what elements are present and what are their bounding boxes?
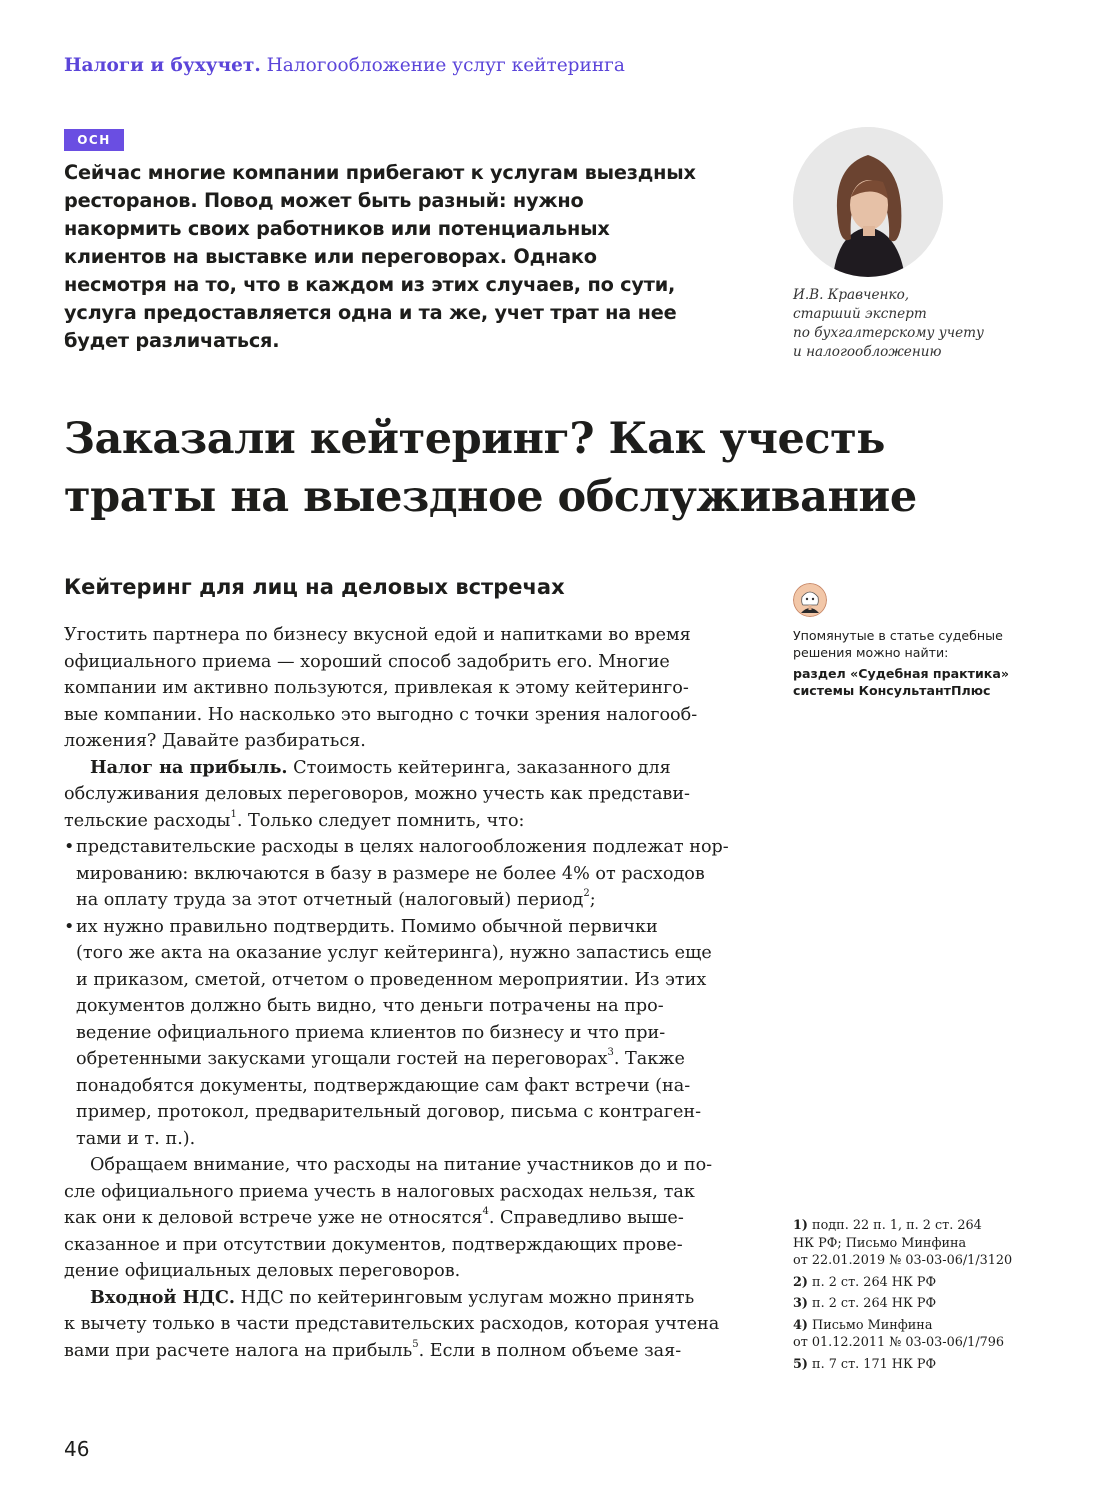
body-line: пример, протокол, предварительный договор, письма с контраген-: [76, 1102, 702, 1122]
subheading-input-vat: Входной НДС.: [90, 1286, 236, 1308]
body-line: на оплату труда за этот отчетный (налоговый) период$^2$;: [76, 888, 596, 910]
running-header-section: Налоги и бухучет.: [64, 55, 261, 76]
side-note-line: системы КонсультантПлюс: [793, 683, 991, 698]
body-line: понадобятся документы, подтверждающие сам факт встречи (на-: [76, 1075, 691, 1096]
body-line: обслуживания деловых переговоров, можно учесть как представи-: [64, 784, 691, 804]
section-heading: Кейтеринг для лиц на деловых встречах: [64, 575, 565, 599]
body-line: и приказом, сметой, отчетом о проведенном мероприятии. Из этих: [76, 969, 707, 990]
author-photo: [793, 127, 943, 277]
side-note-line: решения можно найти:: [793, 645, 949, 660]
body-line: вами при расчете налога на прибыль$^5$. Если в полном объеме зая-: [64, 1338, 682, 1361]
page-number: 46: [64, 1437, 90, 1461]
body-line: Налог на прибыль. Стоимость кейтеринга, заказанного для: [90, 756, 671, 778]
bullet-item: • представительские расходы в целях налогообложения подлежат нор-: [64, 834, 754, 861]
footnote-ref: 2: [583, 888, 590, 900]
body-line: Обращаем внимание, что расходы на питание участников до и по-: [90, 1155, 713, 1175]
author-line: и налогообложению: [793, 344, 942, 360]
body-line: как они к деловой встрече уже не относятся$^4$. Справедливо выше-: [64, 1206, 684, 1228]
subheading-profit-tax: Налог на прибыль.: [90, 756, 288, 778]
footnote-ref: 5: [412, 1338, 419, 1350]
body-line: официального приема — хороший способ задобрить его. Многие: [64, 651, 670, 672]
footnote-ref: 1: [230, 808, 237, 820]
side-note: [793, 627, 1053, 699]
footnote-item: 1) подп. 22 п. 1, п. 2 ст. 264 НК РФ; Письмо Минфина от 22.01.2019 № 03-03-06/1/3120: [793, 1218, 1013, 1268]
lead-paragraph: [64, 159, 764, 355]
footnote-number: 1): [793, 1218, 808, 1233]
footnote-ref: 4: [482, 1206, 489, 1218]
lead-line: несмотря на то, что в каждом из этих случаев, по сути,: [64, 273, 676, 296]
title-line: траты на выездное обслуживание: [64, 472, 917, 522]
lead-line: ресторанов. Повод может быть разный: нужно: [64, 189, 584, 212]
body-line: дение официальных деловых переговоров.: [64, 1261, 461, 1281]
body-line: обретенными закусками угощали гостей на переговорах$^3$. Также: [76, 1047, 685, 1069]
side-note-line: раздел «Судебная практика»: [793, 666, 1009, 681]
body-line: вые компании. Но насколько это выгодно с точки зрения налогооб-: [64, 704, 698, 725]
lead-line: клиентов на выставке или переговорах. Однако: [64, 245, 597, 268]
running-header: [64, 55, 625, 76]
judge-icon: [793, 583, 827, 617]
footnote-number: 3): [793, 1296, 808, 1311]
footnote-item: 4) Письмо Минфина от 01.12.2011 № 03-03-06/1/796: [793, 1317, 1005, 1350]
tax-regime-tag: ОСН: [64, 129, 124, 151]
lead-line: Сейчас многие компании прибегают к услугам выездных: [64, 161, 696, 184]
lead-line: накормить своих работников или потенциальных: [64, 217, 610, 240]
lead-line: будет различаться.: [64, 329, 280, 352]
footnote-number: 5): [793, 1356, 808, 1372]
author-line: по бухгалтерскому учету: [793, 325, 984, 341]
footnote-item: 3) п. 2 ст. 264 НК РФ: [793, 1296, 937, 1311]
body-line: (того же акта на оказание услуг кейтеринга), нужно запастись еще: [76, 943, 712, 963]
footnotes: [793, 1217, 1083, 1377]
body-line: документов должно быть видно, что деньги потрачены на про-: [76, 996, 664, 1016]
body-line: к вычету только в части представительских расходов, которая учтена: [64, 1314, 720, 1334]
author-line: И.В. Кравченко,: [793, 287, 910, 303]
author-caption: [793, 286, 1033, 362]
body-line: тельские расходы$^1$. Только следует помнить, что:: [64, 808, 525, 831]
lead-line: услуга предоставляется одна и та же, учет трат на нее: [64, 301, 677, 324]
title-line: Заказали кейтеринг? Как учесть: [64, 414, 885, 464]
footnote-number: 2): [793, 1274, 808, 1290]
bullet-item: • их нужно правильно подтвердить. Помимо обычной первички: [64, 914, 754, 941]
article-body: [64, 622, 754, 1364]
author-line: старший эксперт: [793, 306, 927, 322]
running-header-topic: Налогообложение услуг кейтеринга: [266, 55, 625, 76]
body-line: ведение официального приема клиентов по бизнесу и что при-: [76, 1022, 666, 1043]
body-line: мированию: включаются в базу в размере не более 4% от расходов: [76, 863, 705, 884]
footnote-ref: 3: [607, 1047, 614, 1059]
body-line: Входной НДС. НДС по кейтеринговым услугам можно принять: [90, 1286, 695, 1308]
article-title: [64, 410, 1064, 526]
body-line: Угостить партнера по бизнесу вкусной едой и напитками во время: [64, 625, 691, 645]
footnote-item: 2) п. 2 ст. 264 НК РФ: [793, 1274, 937, 1290]
footnote-item: 5) п. 7 ст. 171 НК РФ: [793, 1356, 937, 1372]
body-line: сле официального приема учесть в налоговых расходах нельзя, так: [64, 1181, 695, 1202]
body-line: сказанное и при отсутствии документов, подтверждающих прове-: [64, 1234, 683, 1255]
side-note-line: Упомянутые в статье судебные: [793, 628, 1003, 643]
body-line: тами и т. п.).: [76, 1128, 196, 1149]
footnote-number: 4): [793, 1317, 808, 1333]
body-line: ложения? Давайте разбираться.: [64, 731, 366, 751]
body-line: компании им активно пользуются, привлекая к этому кейтеринго-: [64, 678, 689, 698]
